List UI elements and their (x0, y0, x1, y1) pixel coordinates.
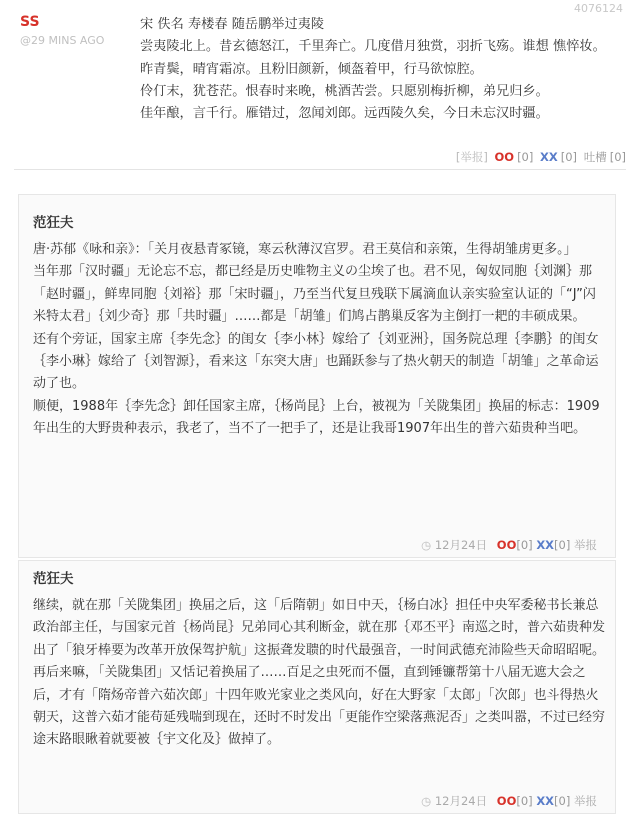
report-link[interactable]: 举报 (574, 538, 597, 552)
poem-line: 昨青鬓，晴宵霜凉。且粉旧颜新，倾盔着甲，行马欲惊腔。 (140, 61, 483, 77)
oo-vote-button[interactable]: OO (496, 538, 517, 552)
sub-comment-actions (421, 537, 597, 553)
sub-comment-author: 范狂夫 (33, 215, 74, 231)
poem-title: 宋 佚名 寿楼春 随岳鹏举过夷陵 (140, 17, 325, 32)
oo-count: [0] (516, 794, 533, 808)
report-link[interactable]: [举报] (455, 150, 488, 164)
poem-line: 佳年酿，言千行。雁错过，忽闻刘郎。远西陵久矣，今日未忘汉时疆。 (140, 106, 549, 122)
sub-comment-paragraph: 唐·苏郁《咏和亲》：「关月夜悬青冢镜，寒云秋薄汉宫罗。君王莫信和亲策，生得胡雏虏更多。」 (33, 242, 577, 257)
comment-author[interactable]: SS (20, 14, 40, 30)
clock-icon: ◷ (421, 794, 432, 808)
sub-comment-paragraph: 顺便，1988年｛李先念｝卸任国家主席，｛杨尚昆｝上台，被视为「关陇集团」换届的标志：1909年出生的大野贵种表示，我老了，当不了一把手了，还是让我哥1907年出生的普六茹贵种当吧。 (33, 398, 600, 437)
sub-comment-paragraph: 还有个旁证，国家主席｛李先念｝的闺女｛李小林｝嫁给了｛刘亚洲｝，国务院总理｛李鹏｝的闺女｛李小琳｝嫁给了｛刘智源｝，看来这「东突大唐」也踊跃参与了热火朝天的制造「胡雏」之革命运动了也。 (33, 331, 599, 392)
poem-line: 伶仃末，犹苍茫。恨春时来晚，桃酒苦尝。只愿别梅折柳，弟兄归乡。 (140, 83, 549, 99)
sub-comment (18, 194, 616, 558)
report-link[interactable]: 举报 (574, 794, 597, 808)
tucao-button[interactable]: 吐槽 (583, 150, 607, 164)
sub-comment-paragraph: 再后来嘛，「关陇集团」又恬记着换届了……百足之虫死而不僵，直到锤镰帮第十八届无遮大会之后，才有「隋炀帝普六茹次郎」十四年败光家业之类风向，好在大野家「太郎」「次郎」也斗得热火朝天，这普六茹才能苟延残喘到现在，还时不时发出「更能作空梁落燕泥否」之类叫嚣，不过已经穷途末路眼瞅着就要被｛宇文化及｝做掉了。 (33, 665, 606, 748)
sub-comment-date: 12月24日 (434, 794, 488, 808)
xx-count: [0] (560, 150, 578, 164)
xx-count: [0] (554, 794, 571, 808)
sub-comment-body (33, 239, 607, 441)
top-comment (14, 10, 626, 170)
oo-vote-button[interactable]: OO (496, 794, 517, 808)
sub-comment-body (33, 595, 607, 752)
comment-body (140, 14, 618, 125)
clock-icon: ◷ (421, 538, 432, 552)
comment-time[interactable]: @29 MINS AGO (20, 34, 105, 47)
sub-comment-actions (421, 793, 597, 809)
xx-vote-button[interactable]: XX (536, 794, 555, 808)
sub-comment-paragraph: 继续，就在那「关陇集团」换届之后，这「后隋朝」如日中天，｛杨白冰｝担任中央军委秘书长兼总政治部主任，与国家元首｛杨尚昆｝兄弟同心其利断金，就在那｛邓丕平｝南巡之时，普六茹贵种发出了「狼牙棒要为改革开放保驾护航」这振聋发聩的时代最强音，一时间武德充沛险些天命昭昭呢。 (33, 598, 606, 658)
post-id: 4076124 (574, 2, 623, 15)
sub-comment (18, 560, 616, 814)
sub-comment-date: 12月24日 (434, 538, 488, 552)
tucao-count: [0] (609, 150, 626, 164)
oo-count: [0] (516, 538, 533, 552)
poem-line: 尝夷陵北上。昔玄德怒江，千里奔亡。几度借月独赏，羽折飞殇。谁想 憔悴妆。 (140, 39, 606, 55)
xx-vote-button[interactable]: XX (536, 538, 555, 552)
xx-vote-button[interactable]: XX (540, 150, 558, 164)
sub-comment-author: 范狂夫 (33, 571, 74, 587)
oo-count: [0] (517, 150, 534, 164)
oo-vote-button[interactable]: OO (494, 150, 515, 164)
sub-comment-paragraph: 当年那「汉时疆」无论忘不忘，都已经是历史唯物主义の尘埃了也。君不见，匈奴同胞｛刘渊｝那「赵时疆」，鲜卑同胞｛刘裕｝那「宋时疆」，乃至当代复旦残联下属滴血认亲实验室认证的「“J”闪米特太君」｛刘少奇｝那「共时疆」……都是「胡雏」们鸠占鹊巢反客为主倒打一耙的丰硕成果。 (33, 264, 596, 325)
xx-count: [0] (554, 538, 571, 552)
comment-actions (453, 149, 626, 165)
